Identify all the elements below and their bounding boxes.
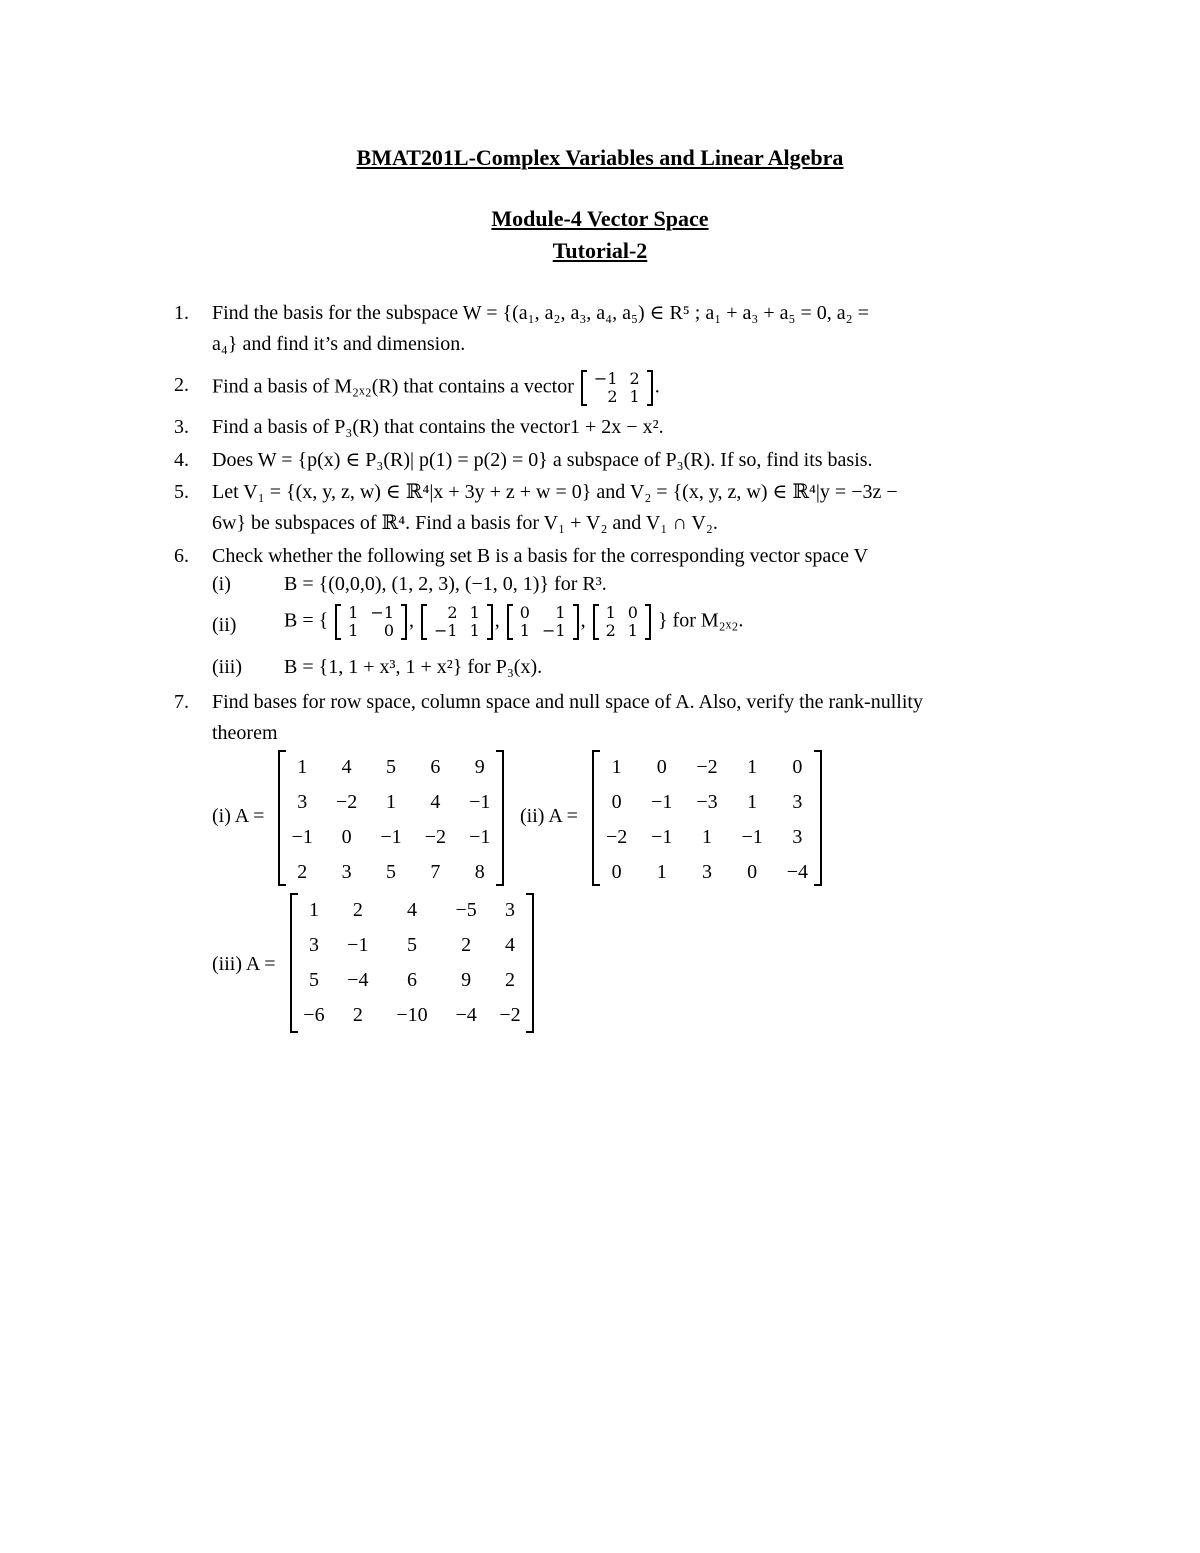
- matrix-cell: −1: [651, 826, 673, 848]
- set-matrix: [593, 604, 651, 640]
- module-title: Module-4 Vector Space: [491, 206, 709, 231]
- matrix-cell: 2: [605, 621, 616, 640]
- matrix-cell: 0: [383, 621, 394, 640]
- matrix-cell: 9: [461, 969, 472, 991]
- matrix-cell: 4: [341, 756, 352, 778]
- matrix-cell: 5: [385, 861, 396, 883]
- matrix-cell: −1: [291, 826, 313, 848]
- matrix-cell: 2: [297, 861, 308, 883]
- matrix-cell: −1: [370, 603, 394, 622]
- question-4: [174, 445, 1074, 476]
- matrix-cell: 2: [352, 1004, 363, 1026]
- question-text-line: theorem: [212, 722, 278, 744]
- question-3: [174, 412, 1074, 443]
- matrix-cell: 2: [447, 603, 458, 622]
- set-matrix: [507, 604, 579, 640]
- matrix-cell: 1: [385, 791, 396, 813]
- matrix-cell: −2: [335, 791, 358, 813]
- matrix-row: [594, 785, 820, 820]
- matrix-label: (iii) A =: [212, 953, 276, 975]
- matrix-cell: 5: [406, 934, 417, 956]
- matrix-cell: 1: [701, 826, 712, 848]
- matrix-cell: −2: [424, 826, 446, 848]
- matrix-cell: 0: [627, 603, 638, 622]
- matrix-cell: −1: [541, 621, 566, 640]
- question-text-line: Find bases for row space, column space and null space of A. Also, verify the rank-nullity: [212, 691, 923, 713]
- question-7: [174, 687, 1074, 749]
- question-text-line: Find the basis for the subspace W = {(a₁, a₂, a₃, a₄, a₅) ∈ R⁵ ; a₁ + a₃ + a₅ = 0, a₂ =: [212, 302, 869, 324]
- matrix-cell: −2: [499, 1004, 521, 1026]
- question-number: 1.: [174, 302, 189, 324]
- question-5: [174, 477, 1074, 539]
- part-expression: B = {1, 1 + x³, 1 + x²} for P₃(x).: [284, 656, 543, 678]
- set-matrix: [421, 604, 493, 640]
- matrix-row: [594, 855, 820, 890]
- matrix-cell: −6: [303, 1004, 325, 1026]
- matrix-cell: 1: [348, 603, 359, 622]
- matrix-cell: 0: [519, 603, 530, 622]
- matrix-cell: 1: [747, 791, 758, 813]
- question-text-line: a₄} and find it’s and dimension.: [212, 333, 466, 355]
- matrix-cell: 8: [474, 861, 485, 883]
- matrix-cell: 1: [627, 621, 638, 640]
- matrix-cell: 4: [505, 934, 516, 956]
- question-text-line: Let V₁ = {(x, y, z, w) ∈ ℝ⁴|x + 3y + z + w = 0} and V₂ = {(x, y, z, w) ∈ ℝ⁴|y = −3z −: [212, 481, 898, 503]
- matrix-cell: 1: [348, 621, 359, 640]
- matrix-cell: −1: [469, 826, 491, 848]
- part-label: (iii): [212, 656, 242, 678]
- matrix-bracket: [290, 893, 534, 1033]
- matrix-cell: 0: [656, 756, 667, 778]
- matrix-cell: −2: [605, 826, 628, 848]
- matrix-cell: −2: [696, 756, 718, 778]
- matrix-cell: 0: [611, 791, 622, 813]
- set-open: B = {: [284, 609, 329, 632]
- question-number: 4.: [174, 449, 189, 471]
- matrix-cell: −5: [455, 899, 477, 921]
- matrix-cell: 2: [505, 969, 516, 991]
- tutorial-title: Tutorial-2: [552, 238, 648, 263]
- matrix-cell: 6: [406, 969, 417, 991]
- matrix-cell: 0: [341, 826, 352, 848]
- matrix-row: [292, 998, 532, 1033]
- matrix-cell: 2: [352, 899, 363, 921]
- matrix-cell: 3: [297, 791, 308, 813]
- set-matrix: [335, 604, 407, 640]
- matrix-cell: 2: [607, 387, 618, 406]
- matrix-cell: 6: [430, 756, 441, 778]
- matrix-cell: 3: [701, 861, 712, 883]
- part-label: (ii): [212, 614, 237, 636]
- matrix-cell: −1: [469, 791, 491, 813]
- matrix-cell: 1: [297, 756, 308, 778]
- course-title: BMAT201L-Complex Variables and Linear Algebra: [356, 145, 844, 170]
- matrix-bracket: [278, 750, 504, 886]
- matrix-cell: 3: [792, 826, 803, 848]
- matrix-cell: 1: [469, 621, 480, 640]
- question-2: 2. Find a basis of M₂ₓ₂(R) that contains a vector −1 2 2 1 .: [174, 369, 660, 406]
- matrix-row: [594, 820, 820, 855]
- matrix-cell: 1: [555, 603, 566, 622]
- matrix-label: (ii) A =: [520, 805, 578, 827]
- matrix-cell: 3: [341, 861, 352, 883]
- matrix-row: [280, 820, 502, 855]
- matrix-cell: −1: [434, 621, 458, 640]
- matrix-cell: 0: [611, 861, 622, 883]
- question-text: Find a basis of M₂ₓ₂(R) that contains a vector: [212, 375, 574, 398]
- question-1: [174, 298, 1074, 360]
- matrix-row: [292, 963, 532, 998]
- matrix-cell: 7: [430, 861, 441, 883]
- part-label: (i): [212, 573, 231, 595]
- matrix-cell: −10: [396, 1004, 428, 1026]
- matrix-cell: 1: [747, 756, 758, 778]
- matrix-row: [280, 785, 502, 820]
- matrix-cell: 5: [308, 969, 319, 991]
- matrix-label: (i) A =: [212, 805, 265, 827]
- question-text-line: 6w} be subspaces of ℝ⁴. Find a basis for V₁ + V₂ and V₁ ∩ V₂.: [212, 512, 718, 534]
- matrix-cell: −3: [696, 791, 718, 813]
- question-text: Does W = {p(x) ∈ P₃(R)| p(1) = p(2) = 0} a subspace of P₃(R). If so, find its basis.: [212, 449, 873, 471]
- matrix-row: [280, 750, 502, 785]
- question-text: Find a basis of P₃(R) that contains the vector1 + 2x − x².: [212, 416, 664, 438]
- question-number: 5.: [174, 481, 189, 503]
- question-text: Check whether the following set B is a basis for the corresponding vector space V: [212, 545, 869, 567]
- matrix-row: [292, 928, 532, 963]
- matrix-cell: 1: [469, 603, 480, 622]
- matrix-cell: 2: [461, 934, 472, 956]
- matrix-cell: −4: [347, 969, 369, 991]
- part-expression: B = { 1 −1 1 0 , 2 1 −1 1 , 0 1 1 −1 , 1 0 2 1 } for M₂ₓ₂.: [284, 603, 744, 640]
- matrix-bracket: [592, 750, 822, 886]
- matrix-cell: 3: [792, 791, 803, 813]
- matrix-cell: 9: [474, 756, 485, 778]
- matrix-cell: 2: [629, 369, 640, 388]
- set-close: } for M₂ₓ₂.: [657, 609, 744, 632]
- matrix-cell: −1: [347, 934, 369, 956]
- matrix-cell: 1: [656, 861, 667, 883]
- vector-matrix: [581, 370, 653, 406]
- matrix-cell: 0: [747, 861, 758, 883]
- matrix-cell: 5: [385, 756, 396, 778]
- matrix-cell: 4: [406, 899, 417, 921]
- matrix-cell: −1: [741, 826, 763, 848]
- question-number: 2.: [174, 374, 189, 396]
- question-number: 6.: [174, 545, 189, 567]
- question-6: [174, 541, 1074, 572]
- question-number: 3.: [174, 416, 189, 438]
- matrix-cell: 0: [792, 756, 803, 778]
- part-expression: B = {(0,0,0), (1, 2, 3), (−1, 0, 1)} for R³.: [284, 573, 607, 595]
- matrix-cell: −4: [455, 1004, 477, 1026]
- matrix-row: [280, 855, 502, 890]
- matrix-row: [292, 893, 532, 928]
- matrix-cell: 1: [605, 603, 616, 622]
- matrix-cell: −1: [380, 826, 402, 848]
- matrix-row: [594, 750, 820, 785]
- matrix-cell: 3: [308, 934, 319, 956]
- matrix-cell: −1: [651, 791, 673, 813]
- matrix-cell: 1: [308, 899, 319, 921]
- matrix-cell: 1: [611, 756, 622, 778]
- matrix-cell: 1: [519, 621, 530, 640]
- matrix-cell: −4: [786, 861, 809, 883]
- matrix-cell: 4: [430, 791, 441, 813]
- matrix-cell: 3: [505, 899, 516, 921]
- question-number: 7.: [174, 691, 189, 713]
- matrix-cell: −1: [593, 369, 618, 388]
- matrix-cell: 1: [629, 387, 640, 406]
